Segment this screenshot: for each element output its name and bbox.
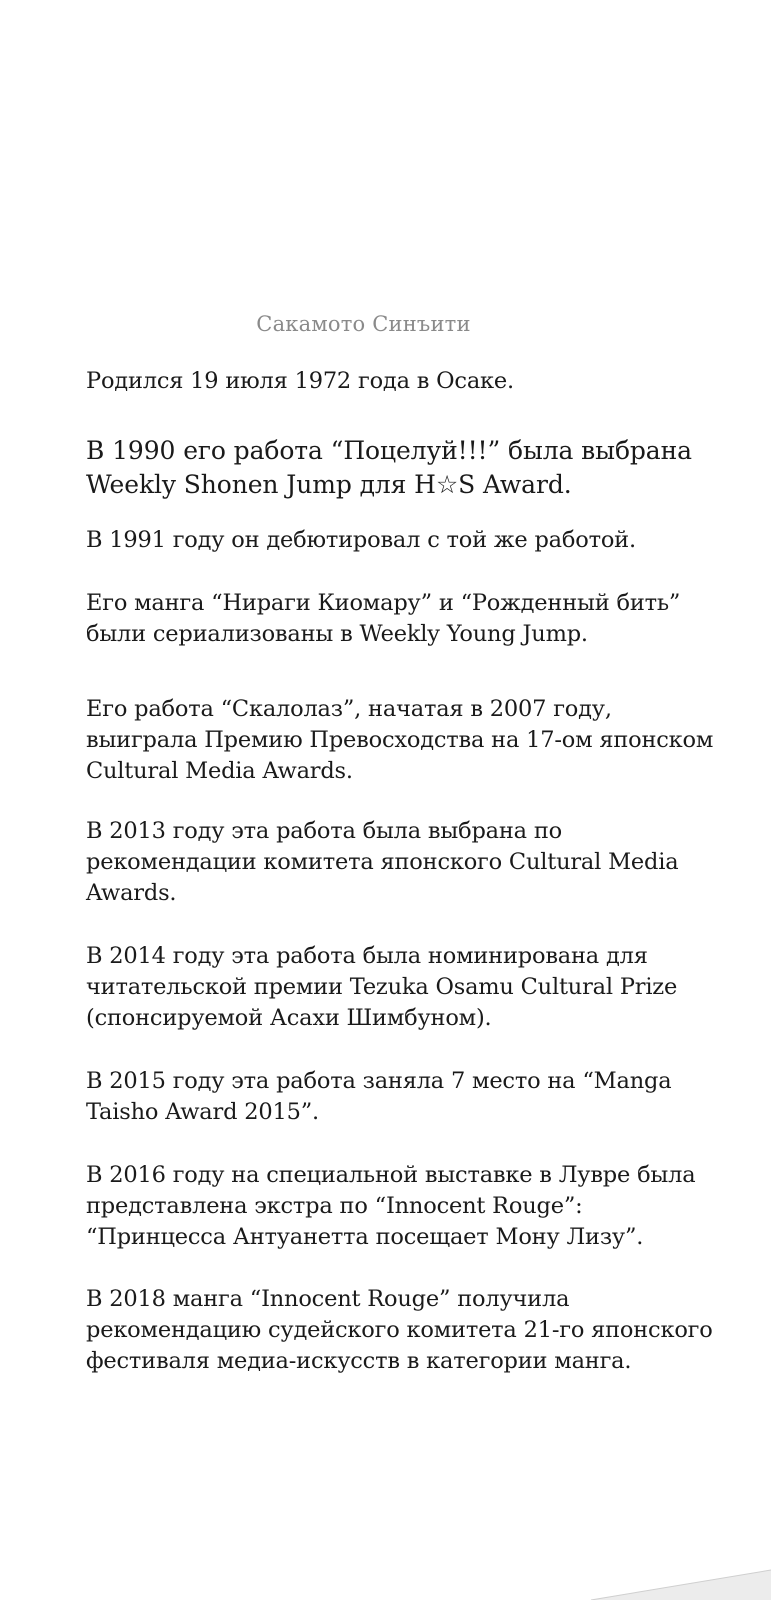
bio-paragraph: В 2015 году эта работа заняла 7 место на “Manga Taisho Award 2015”. [86, 1068, 672, 1125]
bio-paragraph: Родился 19 июля 1972 года в Осаке. [86, 368, 514, 394]
bio-paragraph: В 1991 году он дебютировал с той же работой. [86, 527, 636, 553]
page-edge-shadow [531, 1530, 771, 1600]
bio-paragraph: В 2014 году эта работа была номинирована для читательской премии Tezuka Osamu Cultural Prize (спонсируемой Асахи Шимбуном). [86, 943, 678, 1031]
bio-paragraph: Его манга “Нираги Киомару” и “Рожденный бить” были сериализованы в Weekly Young Jump. [86, 590, 681, 647]
bio-paragraph: В 2013 году эта работа была выбрана по рекомендации комитета японского Cultural Media Awards. [86, 818, 679, 906]
bio-paragraph: В 1990 его работа “Поцелуй!!!” была выбрана Weekly Shonen Jump для H☆S Award. [86, 436, 692, 499]
bio-paragraph: В 2018 манга “Innocent Rouge” получила рекомендацию судейского комитета 21-го японского фестиваля медиа-искусств в категории манга. [86, 1286, 713, 1374]
author-name: Сакамото Синъити [256, 312, 471, 336]
bio-paragraph: Его работа “Скалолаз”, начатая в 2007 году, выиграла Премию Превосходства на 17-ом японском Cultural Media Awards. [86, 696, 714, 784]
bio-paragraph: В 2016 году на специальной выставке в Лувре была представлена экстра по “Innocent Rouge”: “Принцесса Антуанетта посещает Мону Лизу”. [86, 1162, 696, 1250]
